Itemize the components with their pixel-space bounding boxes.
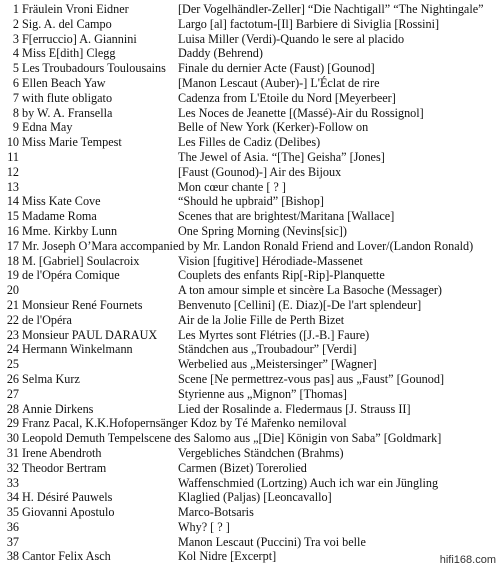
row-number: 7 — [12, 90, 19, 105]
recording-title: Vision [fugitive] Hérodiade-Massenet — [178, 253, 363, 268]
list-row — [0, 180, 500, 195]
list-row — [0, 224, 500, 239]
recording-title: Styrienne aus „Mignon” [Thomas] — [178, 386, 347, 401]
list-row — [0, 461, 500, 476]
recording-title: Les Noces de Jeanette [(Massé)-Air du Rossignol] — [178, 105, 424, 120]
recording-title: “Should he upbraid” [Bishop] — [178, 194, 324, 209]
performer-name: Theodor Bertram — [22, 460, 107, 475]
row-number: 37 — [6, 534, 19, 549]
performer-name: Ellen Beach Yaw — [22, 75, 106, 90]
performer-name: Les Troubadours Toulousains — [22, 61, 166, 76]
row-number: 23 — [6, 327, 19, 342]
row-number: 36 — [6, 519, 19, 534]
performer-name: Monsieur René Fournets — [22, 297, 143, 312]
row-number: 1 — [12, 2, 19, 16]
recording-title: Mon cœur chante [ ? ] — [178, 179, 286, 194]
row-number: 14 — [6, 194, 19, 209]
row-number: 17 — [6, 238, 19, 253]
recording-title: Cadenza from L'Etoile du Nord [Meyerbeer] — [178, 90, 396, 105]
list-row — [0, 106, 500, 121]
row-number: 28 — [6, 401, 19, 416]
list-row — [0, 268, 500, 283]
list-row — [0, 431, 500, 446]
row-number: 8 — [12, 105, 19, 120]
recording-title: Luisa Miller (Verdi)-Quando le sere al placido — [178, 31, 405, 46]
row-number: 31 — [6, 445, 19, 460]
row-number: 13 — [6, 179, 19, 194]
row-number: 5 — [12, 61, 19, 76]
recording-title: Daddy (Behrend) — [178, 46, 263, 61]
performer-name: Sig. A. del Campo — [22, 16, 112, 31]
list-row — [0, 416, 500, 431]
performer-name: Selma Kurz — [22, 371, 80, 386]
row-number: 12 — [6, 164, 19, 179]
list-row — [0, 402, 500, 417]
row-number: 19 — [6, 268, 19, 283]
list-row — [0, 17, 500, 32]
recording-title: Largo [al] factotum-[Il] Barbiere di Siviglia [Rossini] — [178, 16, 440, 31]
performer-name: H. Désiré Pauwels — [22, 490, 113, 505]
performer-name: de l'Opéra — [22, 312, 72, 327]
list-row — [0, 209, 500, 224]
recording-title: Ständchen aus „Troubadour” [Verdi] — [178, 342, 357, 357]
list-row — [0, 150, 500, 165]
row-number: 22 — [6, 312, 19, 327]
list-row — [0, 76, 500, 91]
performer-name: Mme. Kirkby Lunn — [22, 223, 118, 238]
row-number: 35 — [6, 505, 19, 520]
list-row — [0, 446, 500, 461]
list-row — [0, 135, 500, 150]
list-row — [0, 387, 500, 402]
row-number: 2 — [12, 16, 19, 31]
recording-title: Marco-Botsaris — [178, 505, 254, 520]
list-row — [0, 32, 500, 47]
performer-name: Miss Marie Tempest — [22, 135, 122, 150]
recording-title: Finale du dernier Acte (Faust) [Gounod] — [178, 61, 375, 76]
list-row — [0, 2, 500, 17]
list-row — [0, 549, 500, 564]
row-number: 10 — [6, 135, 19, 150]
recording-title: [Manon Lescaut (Auber)-] L'Éclat de rire — [178, 75, 380, 90]
performer-name: Monsieur PAUL DARAUX — [22, 327, 158, 342]
recording-title: Kol Nidre [Excerpt] — [178, 549, 277, 564]
recording-title: Waffenschmied (Lortzing) Auch ich war ein Jüngling — [178, 475, 439, 490]
recording-title: Air de la Jolie Fille de Perth Bizet — [178, 312, 345, 327]
recording-title: Les Myrtes sont Flétries ([J.-B.] Faure) — [178, 327, 370, 342]
performer-name: Madame Roma — [22, 209, 97, 224]
performer-name: Annie Dirkens — [22, 401, 94, 416]
row-number: 38 — [6, 549, 19, 564]
row-number: 20 — [6, 283, 19, 298]
row-number: 21 — [6, 297, 19, 312]
recording-title: Scene [Ne permettrez-vous pas] aus „Faust” [Gounod] — [178, 371, 445, 386]
row-number: 11 — [7, 149, 19, 164]
recording-title: Manon Lescaut (Puccini) Tra voi belle — [178, 534, 366, 549]
performer-name: M. [Gabriel] Soulacroix — [22, 253, 140, 268]
recording-title: Scenes that are brightest/Maritana [Wallace] — [178, 209, 395, 224]
recording-title: Klaglied (Paljas) [Leoncavallo] — [178, 490, 332, 505]
list-row — [0, 91, 500, 106]
performer-name: Irene Abendroth — [22, 445, 102, 460]
list-row — [0, 357, 500, 372]
performer-name: Fräulein Vroni Eidner — [22, 2, 129, 16]
list-row — [0, 342, 500, 357]
list-row — [0, 298, 500, 313]
list-row — [0, 61, 500, 76]
performer-name: Leopold Demuth Tempelscene des Salomo aus „[Die] Königin von Saba” [Goldmark] — [22, 431, 442, 446]
row-number: 26 — [6, 371, 19, 386]
list-row — [0, 328, 500, 343]
list-row — [0, 120, 500, 135]
row-number: 3 — [12, 31, 19, 46]
list-row — [0, 239, 500, 254]
recording-title: Carmen (Bizet) Torerolied — [178, 460, 307, 475]
recording-title: A ton amour simple et sincère La Basoche (Messager) — [178, 283, 442, 298]
list-row — [0, 46, 500, 61]
list-row — [0, 194, 500, 209]
row-number: 27 — [6, 386, 19, 401]
list-row — [0, 165, 500, 180]
performer-name: Mr. Joseph O’Mara accompanied by Mr. Landon Ronald Friend and Lover/(Landon Ronald) — [22, 238, 474, 253]
list-row — [0, 372, 500, 387]
recording-title: One Spring Morning (Nevins[sic]) — [178, 223, 347, 238]
row-number: 4 — [12, 46, 19, 61]
row-number: 15 — [6, 209, 19, 224]
recording-title: The Jewel of Asia. “[The] Geisha” [Jones] — [178, 149, 385, 164]
performer-name: Cantor Felix Asch — [22, 549, 111, 564]
row-number: 29 — [6, 416, 19, 431]
performer-name: with flute obligato — [22, 90, 113, 105]
recording-title: [Faust (Gounod)-] Air des Bijoux — [178, 164, 342, 179]
row-number: 25 — [6, 357, 19, 372]
list-row — [0, 254, 500, 269]
recording-title: Benvenuto [Cellini] (E. Diaz)[-De l'art splendeur] — [178, 297, 422, 312]
performer-name: Hermann Winkelmann — [22, 342, 133, 357]
recording-list — [0, 2, 500, 564]
list-row — [0, 535, 500, 550]
recording-title: Couplets des enfants Rip[-Rip]-Planquette — [178, 268, 385, 283]
list-row — [0, 476, 500, 491]
recording-title: Vergebliches Ständchen (Brahms) — [178, 445, 344, 460]
recording-title: [Der Vogelhändler-Zeller] “Die Nachtigall” “The Nightingale” — [178, 2, 484, 16]
row-number: 34 — [6, 490, 19, 505]
performer-name: by W. A. Fransella — [22, 105, 113, 120]
performer-name: Franz Pacal, K.K.Hofopernsänger Kdoz by Té Mařenko nemiloval — [22, 416, 347, 431]
list-row — [0, 505, 500, 520]
recording-title: Les Filles de Cadiz (Delibes) — [178, 135, 321, 150]
recording-title: Why? [ ? ] — [178, 519, 230, 534]
watermark: hifi168.com — [439, 554, 496, 566]
list-row — [0, 283, 500, 298]
performer-name: F[erruccio] A. Giannini — [22, 31, 137, 46]
row-number: 18 — [6, 253, 19, 268]
recording-title: Werbelied aus „Meistersinger” [Wagner] — [178, 357, 377, 372]
performer-name: Edna May — [22, 120, 73, 135]
recording-title: Belle of New York (Kerker)-Follow on — [178, 120, 369, 135]
performer-name: Miss Kate Cove — [22, 194, 101, 209]
list-row — [0, 490, 500, 505]
row-number: 33 — [6, 475, 19, 490]
row-number: 9 — [12, 120, 19, 135]
performer-name: de l'Opéra Comique — [22, 268, 120, 283]
list-row — [0, 313, 500, 328]
performer-name: Giovanni Apostulo — [22, 505, 115, 520]
row-number: 16 — [6, 223, 19, 238]
row-number: 24 — [6, 342, 19, 357]
row-number: 32 — [6, 460, 19, 475]
list-row — [0, 520, 500, 535]
row-number: 30 — [6, 431, 19, 446]
recording-title: Lied der Rosalinde a. Fledermaus [J. Strauss II] — [178, 401, 411, 416]
performer-name: Miss E[dith] Clegg — [22, 46, 116, 61]
row-number: 6 — [12, 75, 19, 90]
